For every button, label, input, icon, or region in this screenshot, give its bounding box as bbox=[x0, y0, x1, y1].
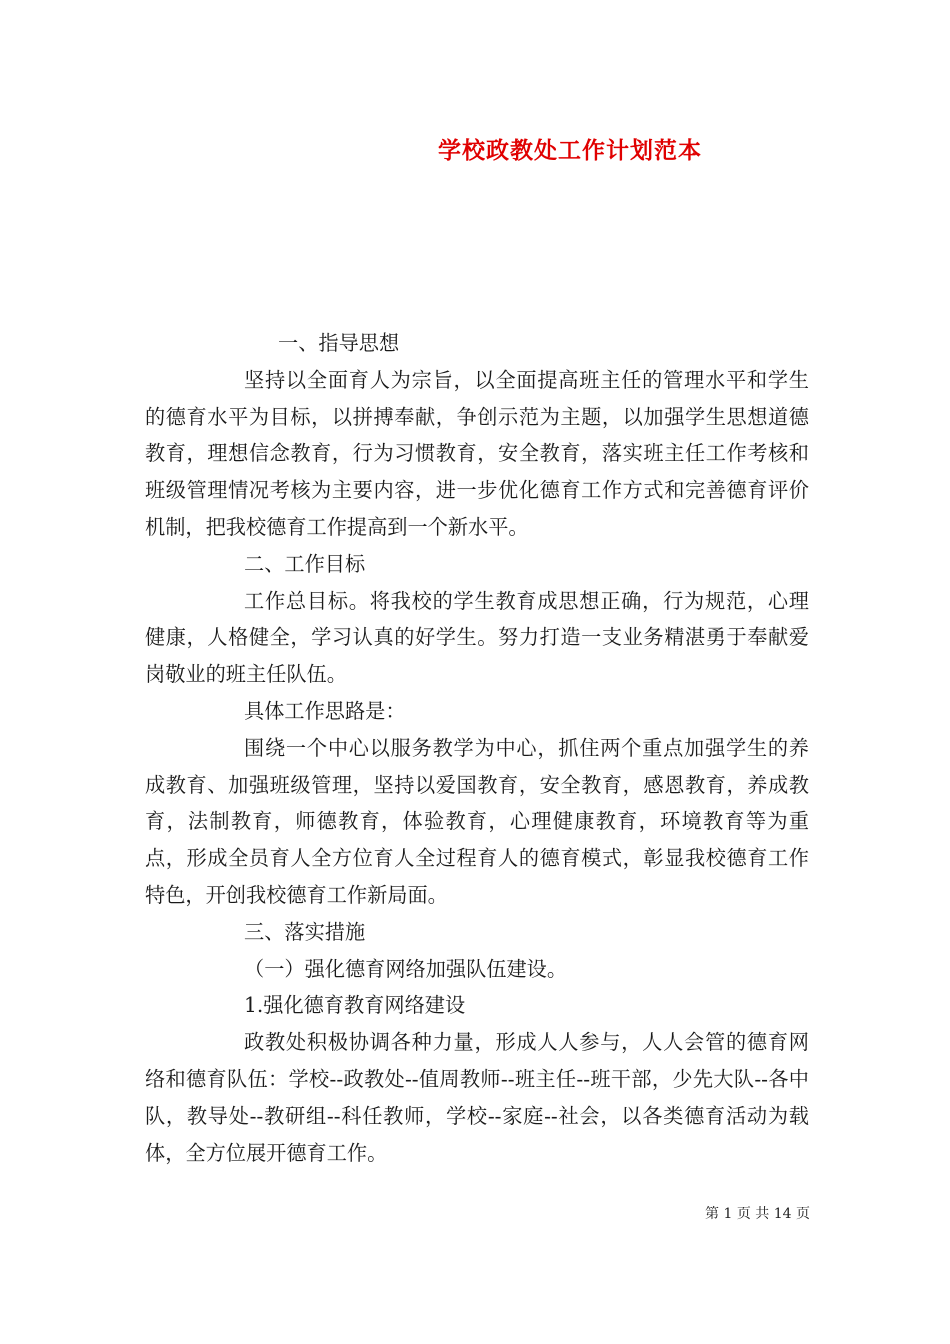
paragraph-work-approach: 围绕一个中心以服务教学为中心，抓住两个重点加强学生的养成教育、加强班级管理，坚持以爱国教育，安全教育，感恩教育，养成教育，法制教育，师德教育，体验教育，心理健康教育，环境教育等为重点，形成全员育人全方位育人全过程育人的德育模式，彰显我校德育工作特色，开创我校德育工作新局面。 bbox=[145, 735, 809, 907]
page-number-footer: 第 1 页 共 14 页 bbox=[705, 1206, 810, 1222]
subsection-heading-1-1: 1.强化德育教育网络建设 bbox=[244, 993, 466, 1018]
subsection-heading-1: （一）强化德育网络加强队伍建设。 bbox=[244, 956, 568, 981]
document-title: 学校政教处工作计划范本 bbox=[438, 137, 702, 164]
section-heading-3: 三、落实措施 bbox=[244, 919, 366, 944]
paragraph-network-building: 政教处积极协调各种力量，形成人人参与，人人会管的德育网络和德育队伍：学校--政教处--值周教师--班主任--班干部，少先大队--各中队，教导处--教研组--科任教师，学校--家庭--社会，以各类德育活动为载体，全方位展开德育工作。 bbox=[145, 1030, 809, 1165]
paragraph-overall-goal: 工作总目标。将我校的学生教育成思想正确，行为规范，心理健康，人格健全，学习认真的好学生。努力打造一支业务精湛勇于奉献爱岗敬业的班主任队伍。 bbox=[145, 588, 809, 687]
paragraph-guiding-ideology: 坚持以全面育人为宗旨，以全面提高班主任的管理水平和学生的德育水平为目标，以拼搏奉献，争创示范为主题，以加强学生思想道德教育，理想信念教育，行为习惯教育，安全教育，落实班主任工作考核和班级管理情况考核为主要内容，进一步优化德育工作方式和完善德育评价机制，把我校德育工作提高到一个新水平。 bbox=[145, 367, 809, 539]
document-body bbox=[145, 325, 809, 1171]
section-heading-1: 一、指导思想 bbox=[278, 331, 400, 355]
paragraph-work-approach-label: 具体工作思路是： bbox=[244, 698, 406, 723]
section-heading-2: 二、工作目标 bbox=[244, 551, 366, 576]
